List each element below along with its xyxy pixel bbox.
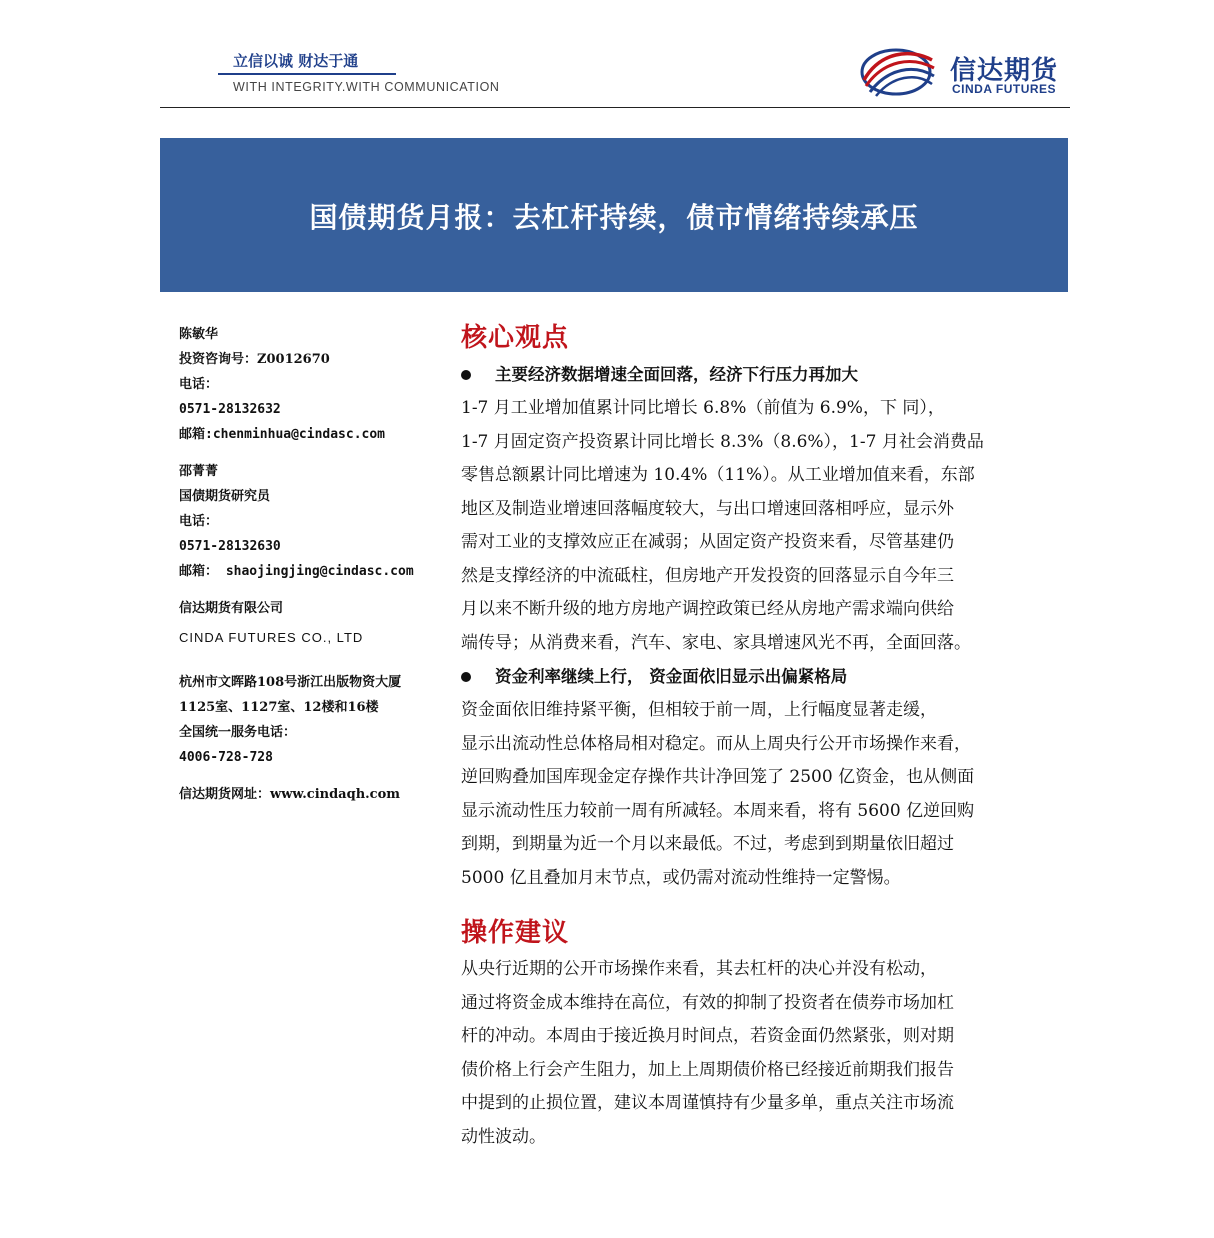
paragraph-liquidity bbox=[461, 694, 1053, 895]
paragraph-advice bbox=[461, 953, 1053, 1154]
paragraph-line: 逆回购叠加国库现金定存操作共计净回笼了 2500 亿资金，也从侧面 bbox=[461, 767, 975, 787]
contact-sidebar bbox=[179, 322, 429, 807]
bullet-dot-icon bbox=[461, 370, 471, 380]
bullet-liquidity bbox=[461, 660, 1053, 694]
author1-name: 陈敏华 bbox=[179, 327, 219, 342]
author2-phone-label: 电话： bbox=[179, 514, 219, 529]
paragraph-line: 动性波动。 bbox=[461, 1126, 546, 1147]
slogan-underline bbox=[218, 73, 396, 75]
author1-phone-label: 电话： bbox=[179, 377, 219, 392]
cinda-logo-icon bbox=[858, 46, 938, 98]
author1-phone: 0571-28132632 bbox=[179, 402, 281, 417]
paragraph-line: 中提到的止损位置，建议本周谨慎持有少量多单，重点关注市场流 bbox=[461, 1093, 954, 1113]
paragraph-line: 1-7 月工业增加值累计同比增长 6.8%（前值为 6.9%，下 同）， bbox=[461, 398, 945, 418]
paragraph-line: 通过将资金成本维持在高位，有效的抑制了投资者在债券市场加杠 bbox=[461, 992, 954, 1013]
author1-email[interactable]: 邮箱:chenminhua@cindasc.com bbox=[179, 427, 386, 442]
paragraph-economy bbox=[461, 392, 1053, 660]
paragraph-line: 5000 亿且叠加月末节点，或仍需对流动性维持一定警惕。 bbox=[461, 867, 901, 888]
title-banner bbox=[160, 138, 1068, 292]
paragraph-line: 零售总额累计同比增速为 10.4%（11%）。从工业增加值来看，东部 bbox=[461, 465, 975, 485]
author2-title: 国债期货研究员 bbox=[179, 489, 271, 504]
report-title: 国债期货月报：去杠杆持续，债市情绪持续承压 bbox=[309, 201, 919, 234]
paragraph-line: 需对工业的支撑效应正在减弱；从固定资产投资来看，尽管基建仍 bbox=[461, 532, 954, 552]
header-divider bbox=[160, 107, 1070, 108]
hotline-label: 全国统一服务电话： bbox=[179, 725, 297, 740]
paragraph-line: 资金面依旧维持紧平衡，但相较于前一周，上行幅度显著走缓， bbox=[461, 700, 937, 720]
author1-license: 投资咨询号：Z0012670 bbox=[179, 352, 330, 367]
slogan-chinese: 立信以诚 财达于通 bbox=[233, 52, 359, 70]
paragraph-line: 显示流动性压力较前一周有所减轻。本周来看，将有 5600 亿逆回购 bbox=[461, 800, 975, 821]
paragraph-line: 然是支撑经济的中流砥柱，但房地产开发投资的回落显示自今年三 bbox=[461, 565, 954, 586]
address-line-1: 杭州市文晖路108号浙江出版物资大厦 bbox=[179, 675, 402, 690]
paragraph-line: 杆的冲动。本周由于接近换月时间点，若资金面仍然紧张，则对期 bbox=[461, 1026, 954, 1046]
main-content bbox=[461, 318, 1053, 1154]
paragraph-line: 到期，到期量为近一个月以来最低。不过，考虑到到期量依旧超过 bbox=[461, 834, 954, 854]
company-name-en: CINDA FUTURES CO., LTD bbox=[179, 630, 364, 645]
paragraph-line: 从央行近期的公开市场操作来看，其去杠杆的决心并没有松动， bbox=[461, 959, 937, 979]
paragraph-line: 月以来不断升级的地方房地产调控政策已经从房地产需求端向供给 bbox=[461, 599, 954, 619]
author2-phone: 0571-28132630 bbox=[179, 539, 281, 554]
paragraph-line: 显示出流动性总体格局相对稳定。而从上周央行公开市场操作来看， bbox=[461, 733, 971, 754]
section-operation-advice-title: 操作建议 bbox=[461, 918, 570, 948]
website-link[interactable]: 信达期货网址：www.cindaqh.com bbox=[179, 787, 401, 802]
bullet-liquidity-text: 资金利率继续上行， 资金面依旧显示出偏紧格局 bbox=[495, 667, 848, 686]
author2-name: 邵菁菁 bbox=[179, 464, 219, 479]
paragraph-line: 地区及制造业增速回落幅度较大，与出口增速回落相呼应，显示外 bbox=[461, 498, 954, 519]
paragraph-line: 债价格上行会产生阻力，加上上周期债价格已经接近前期我们报告 bbox=[461, 1059, 954, 1080]
bullet-dot-icon bbox=[461, 672, 471, 682]
logo-english-text: CINDA FUTURES bbox=[952, 82, 1057, 96]
address-line-2: 1125室、1127室、12楼和16楼 bbox=[179, 700, 379, 715]
hotline-number: 4006-728-728 bbox=[179, 750, 273, 765]
bullet-economy-text: 主要经济数据增速全面回落，经济下行压力再加大 bbox=[495, 365, 858, 384]
section-core-views-title: 核心观点 bbox=[461, 323, 570, 353]
paragraph-line: 1-7 月固定资产投资累计同比增长 8.3%（8.6%），1-7 月社会消费品 bbox=[461, 431, 984, 452]
author2-email[interactable]: 邮箱： shaojingjing@cindasc.com bbox=[179, 564, 414, 579]
company-name-cn: 信达期货有限公司 bbox=[179, 601, 284, 616]
paragraph-line: 端传导；从消费来看，汽车、家电、家具增速风光不再，全面回落。 bbox=[461, 632, 971, 653]
bullet-economy bbox=[461, 358, 1053, 392]
logo-chinese-text: 信达期货 bbox=[950, 56, 1059, 86]
slogan-english: WITH INTEGRITY.WITH COMMUNICATION bbox=[233, 80, 500, 94]
